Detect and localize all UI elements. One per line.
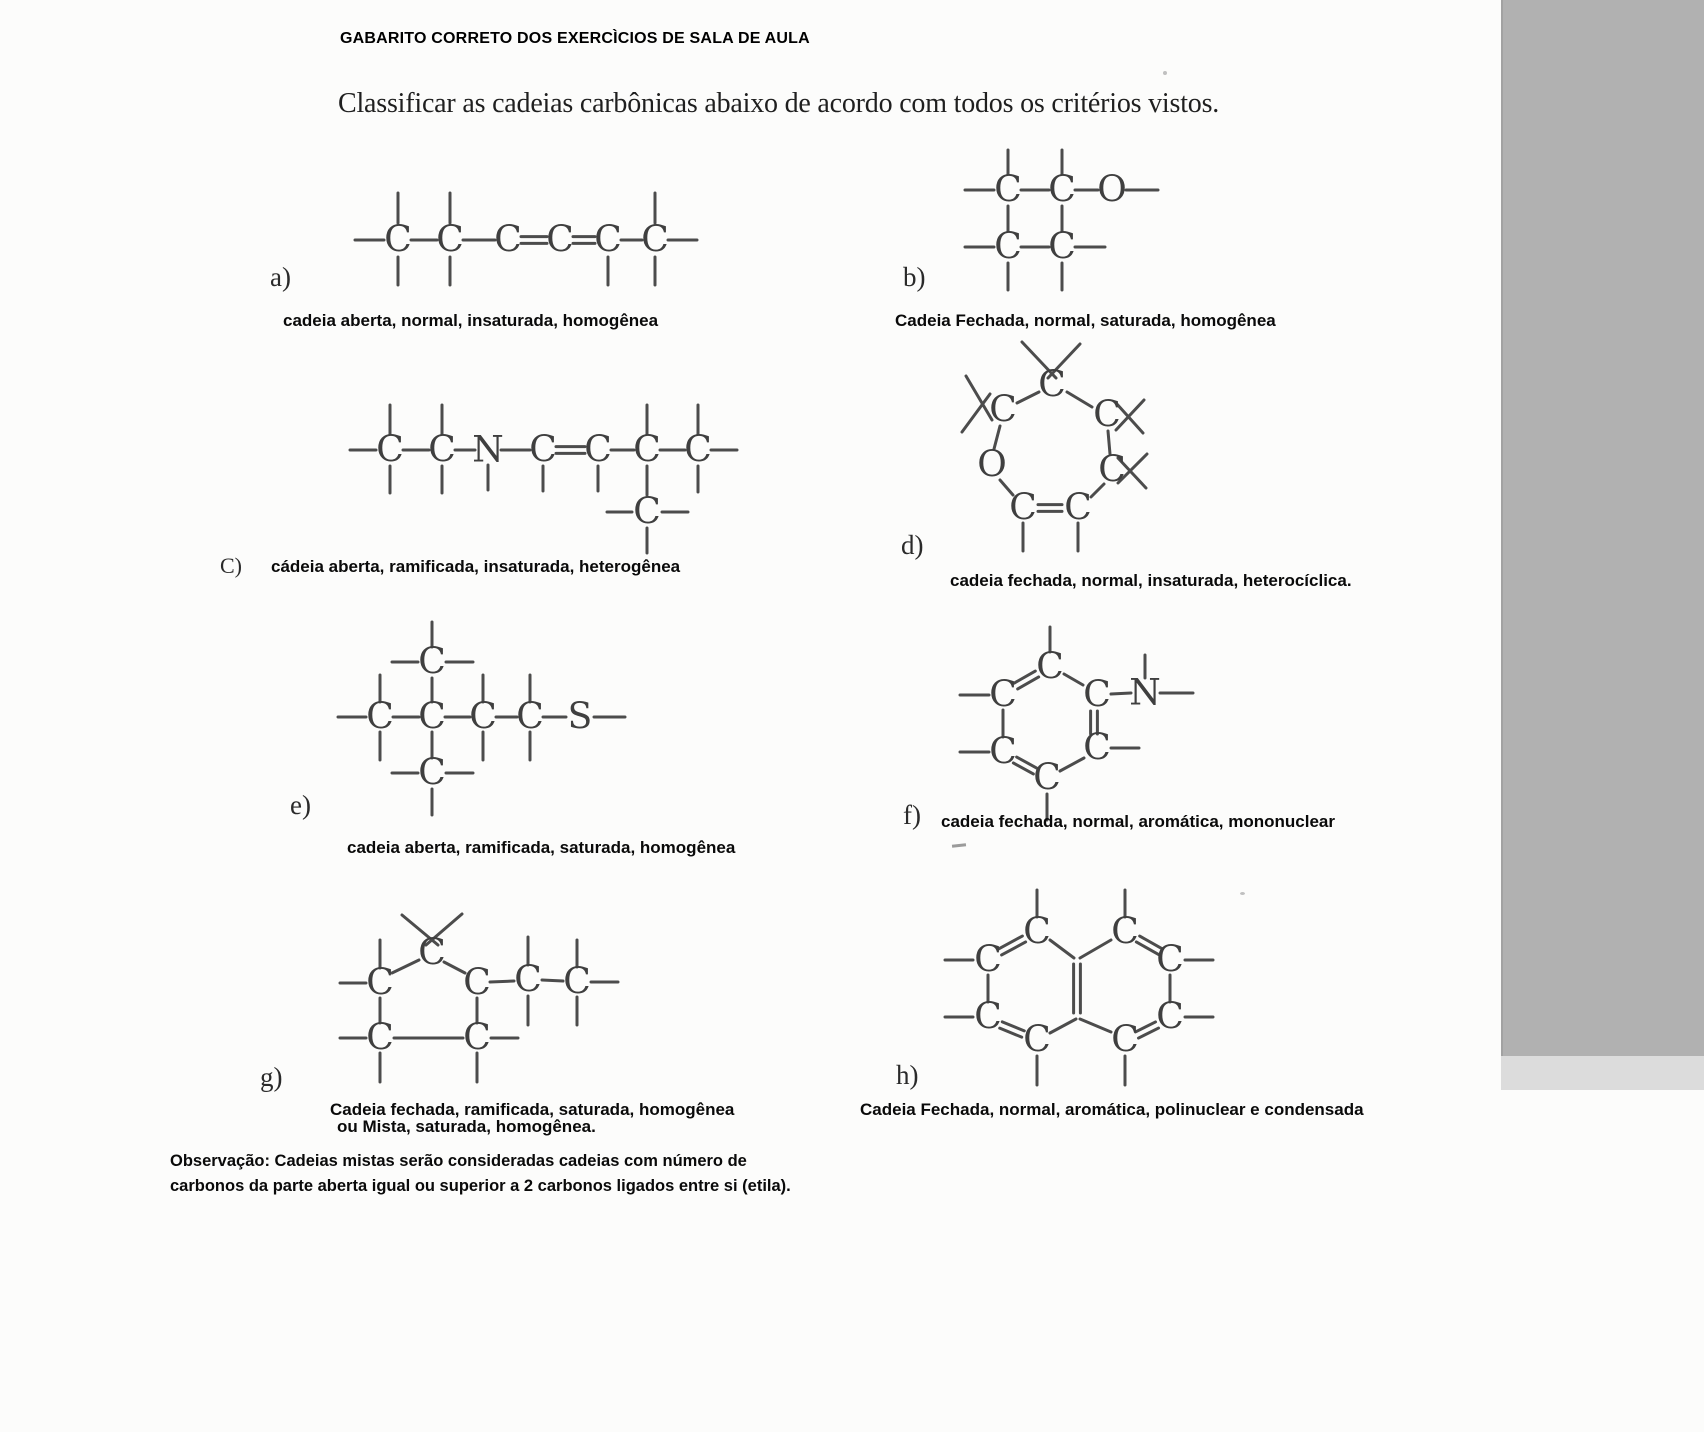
svg-text:C: C: [418, 932, 446, 974]
item-f-answer: cadeia fechada, normal, aromática, mononuclear: [941, 812, 1335, 831]
svg-text:C: C: [469, 696, 497, 738]
svg-text:C: C: [384, 219, 412, 261]
structure-g-diagram: [340, 900, 640, 1090]
scan-artifact-dot: [1163, 71, 1167, 75]
svg-text:C: C: [989, 674, 1017, 716]
svg-text:C: C: [974, 939, 1002, 981]
svg-text:C: C: [436, 219, 464, 261]
svg-text:C: C: [1023, 911, 1051, 953]
svg-text:C: C: [1093, 394, 1121, 436]
structure-h-diagram: [940, 880, 1280, 1115]
svg-text:C: C: [1156, 996, 1184, 1038]
svg-text:N: N: [1129, 672, 1161, 714]
svg-text:C: C: [516, 696, 544, 738]
svg-text:C: C: [563, 961, 591, 1003]
svg-text:C: C: [1036, 646, 1064, 688]
item-d-answer: cadeia fechada, normal, insaturada, heterocíclica.: [950, 571, 1352, 590]
svg-text:C: C: [514, 959, 542, 1001]
item-c-answer: cádeia aberta, ramificada, insaturada, heterogênea: [271, 557, 681, 576]
svg-text:C: C: [529, 429, 557, 471]
observation-line1: Observação: Cadeias mistas serão consideradas cadeias com número de: [170, 1152, 747, 1170]
svg-text:C: C: [594, 219, 622, 261]
svg-text:C: C: [366, 696, 394, 738]
svg-text:C: C: [684, 429, 712, 471]
item-g-label: g): [260, 1062, 283, 1092]
page-title: GABARITO CORRETO DOS EXERCÌCIOS DE SALA DE AULA: [340, 30, 810, 47]
scan-artifact-dot: [1240, 892, 1245, 895]
item-h-answer: Cadeia Fechada, normal, aromática, polinuclear e condensada: [860, 1100, 1364, 1119]
structure-b-diagram: [950, 140, 1180, 300]
svg-text:C: C: [366, 1017, 394, 1059]
svg-text:C: C: [1111, 1019, 1139, 1061]
svg-text:C: C: [418, 752, 446, 794]
svg-text:C: C: [1023, 1019, 1051, 1061]
structure-c-diagram: [345, 395, 745, 565]
svg-text:C: C: [463, 962, 491, 1004]
svg-text:C: C: [633, 429, 661, 471]
observation-line2: carbonos da parte aberta igual ou superior a 2 carbonos ligados entre si (etila).: [170, 1177, 791, 1195]
svg-text:C: C: [633, 491, 661, 533]
item-g-answer: Cadeia fechada, ramificada, saturada, homogênea: [330, 1100, 735, 1119]
svg-text:C: C: [418, 641, 446, 683]
svg-text:C: C: [463, 1017, 491, 1059]
svg-text:O: O: [977, 444, 1007, 486]
svg-text:C: C: [376, 429, 404, 471]
structure-a-diagram: [340, 185, 715, 295]
scan-artifact-dash: [952, 843, 966, 847]
svg-text:S: S: [567, 696, 593, 738]
item-b-label: b): [903, 262, 926, 292]
item-g-answer-line2: ou Mista, saturada, homogênea.: [337, 1117, 596, 1136]
item-a-answer: cadeia aberta, normal, insaturada, homogênea: [283, 311, 659, 330]
svg-text:C: C: [974, 996, 1002, 1038]
svg-text:C: C: [418, 696, 446, 738]
svg-text:C: C: [494, 219, 522, 261]
scan-gray-band: [1501, 0, 1704, 1056]
structure-e-diagram: [330, 600, 660, 830]
svg-text:C: C: [1033, 757, 1061, 799]
svg-text:C: C: [1156, 939, 1184, 981]
svg-text:C: C: [641, 219, 669, 261]
svg-text:C: C: [989, 389, 1017, 431]
svg-text:C: C: [546, 219, 574, 261]
svg-text:C: C: [1083, 727, 1111, 769]
item-e-label: e): [290, 790, 311, 820]
item-f-label: f): [903, 800, 921, 830]
structure-d-diagram: [950, 330, 1180, 570]
item-e-answer: cadeia aberta, ramificada, saturada, homogênea: [347, 838, 736, 857]
svg-text:C: C: [1009, 487, 1037, 529]
svg-text:C: C: [989, 731, 1017, 773]
svg-text:C: C: [1048, 226, 1076, 268]
svg-text:C: C: [994, 169, 1022, 211]
item-a-label: a): [270, 262, 291, 292]
svg-text:C: C: [366, 962, 394, 1004]
svg-text:C: C: [1111, 911, 1139, 953]
structure-f-diagram: [945, 615, 1215, 830]
svg-text:C: C: [1083, 674, 1111, 716]
svg-text:C: C: [994, 226, 1022, 268]
scan-gray-band-bottom: [1501, 1056, 1704, 1090]
svg-text:C: C: [428, 429, 456, 471]
svg-text:C: C: [1098, 449, 1126, 491]
svg-text:N: N: [472, 429, 504, 471]
svg-text:C: C: [584, 429, 612, 471]
svg-text:O: O: [1097, 169, 1127, 211]
item-c-label: C): [220, 553, 242, 578]
svg-text:C: C: [1064, 487, 1092, 529]
svg-text:C: C: [1048, 169, 1076, 211]
item-h-label: h): [896, 1060, 919, 1090]
item-d-label: d): [901, 530, 924, 560]
svg-text:C: C: [1038, 364, 1066, 406]
exercise-instruction: Classificar as cadeias carbônicas abaixo de acordo com todos os critérios vistos.: [338, 88, 1220, 119]
item-b-answer: Cadeia Fechada, normal, saturada, homogênea: [895, 311, 1276, 330]
